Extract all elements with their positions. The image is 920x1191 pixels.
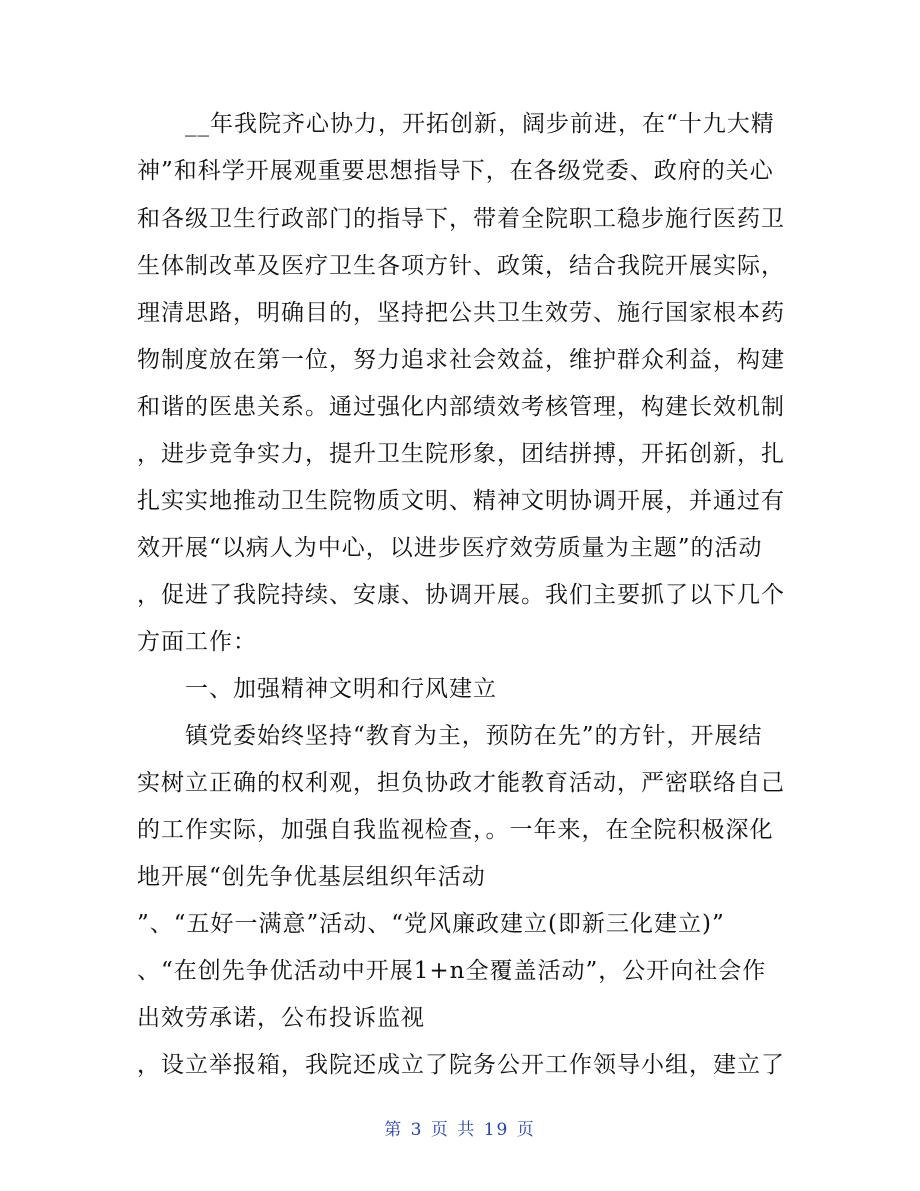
body-text-line: 方面工作： (137, 629, 257, 655)
body-text-line: ，进步竞争实力，提升卫生院形象，团结拼搏，开拓创新，扎 (137, 441, 785, 467)
body-text-line: 出效劳承诺，公布投诉监视 (137, 1005, 425, 1031)
body-text-line: 实树立正确的权利观，担负协政才能教育活动，严密联络自己 (137, 770, 785, 796)
body-text-line: 物制度放在第一位，努力追求社会效益，维护群众利益，构建 (137, 347, 785, 373)
body-text-line: 地开展“创先争优基层组织年活动 (137, 864, 486, 890)
body-text-line: ，设立举报箱，我院还成立了院务公开工作领导小组，建立了 (137, 1052, 785, 1078)
body-text-line: 理清思路，明确目的，坚持把公共卫生效劳、施行国家根本药 (137, 300, 785, 326)
body-text-line: __年我院齐心协力，开拓创新，阔步前进，在“十九大精 (137, 111, 775, 137)
body-text-line: 效开展“以病人为中心，以进步医疗效劳质量为主题”的活动 (137, 535, 763, 561)
page-number-footer: 第 3 页 共 19 页 (384, 1120, 536, 1140)
body-text-line: 和各级卫生行政部门的指导下，带着全院职工稳步施行医药卫 (137, 206, 785, 232)
body-text-line: 镇党委始终坚持“教育为主，预防在先”的方针，开展结 (137, 723, 763, 749)
body-text-line: 和谐的医患关系。通过强化内部绩效考核管理，构建长效机制 (137, 394, 785, 420)
body-text-line: ”、“五好一满意”活动、“党风廉政建立(即新三化建立)” (137, 911, 725, 937)
body-text-line: 、“在创先争优活动中开展1+n全覆盖活动”，公开向社会作 (137, 958, 767, 984)
section-heading: 一、加强精神文明和行风建立 (137, 676, 497, 702)
body-text-line: 的工作实际，加强自我监视检查，。一年来，在全院积极深化 (137, 817, 774, 843)
body-text-line: 扎实实地推动卫生院物质文明、精神文明协调开展，并通过有 (137, 488, 785, 514)
body-text-line: 生体制改革及医疗卫生各项方针、政策，结合我院开展实际， (137, 253, 785, 279)
body-text-line: 神”和科学开展观重要思想指导下，在各级党委、政府的关心 (137, 158, 774, 184)
body-text-line: ，促进了我院持续、安康、协调开展。我们主要抓了以下几个 (137, 582, 785, 608)
